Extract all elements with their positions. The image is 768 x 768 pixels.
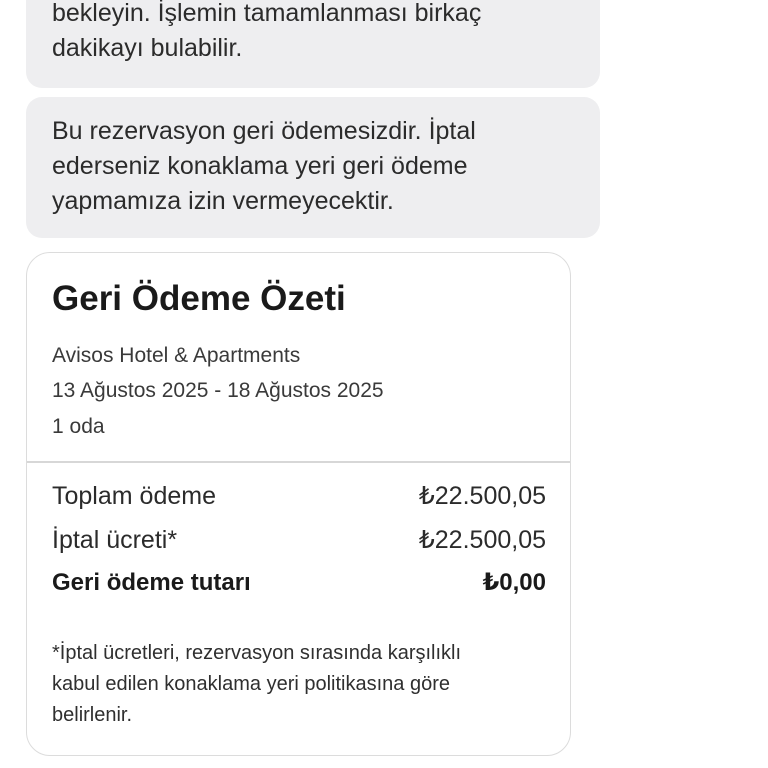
divider [27, 461, 570, 463]
notice-line: bekleyin. İşlemin tamamlanması birkaç [52, 0, 482, 27]
cancellation-footnote [52, 638, 550, 731]
footnote-line: kabul edilen konaklama yeri politikasına göre [52, 673, 451, 695]
footnote-line: belirlenir. [52, 704, 133, 726]
refund-summary-card [26, 252, 571, 756]
notice-line: ederseniz konaklama yeri geri ödeme [52, 152, 468, 180]
notice-line: Bu rezervasyon geri ödemesizdir. İptal [52, 117, 476, 145]
total-payment-row [52, 481, 546, 511]
refund-summary-title: Geri Ödeme Özeti [52, 279, 346, 318]
processing-notice [26, 0, 600, 88]
refund-amount-label: Geri ödeme tutarı [52, 569, 251, 596]
hotel-name: Avisos Hotel & Apartments [52, 344, 301, 367]
notice-line: dakikayı bulabilir. [52, 34, 243, 62]
refund-amount-value: ₺0,00 [482, 569, 546, 596]
notice-line: yapmamıza izin vermeyecektir. [52, 187, 394, 215]
cancellation-fee-row [52, 525, 546, 555]
footnote-line: *İptal ücretleri, rezervasyon sırasında karşılıklı [52, 642, 462, 664]
cancellation-fee-label: İptal ücreti* [52, 526, 178, 554]
total-payment-label: Toplam ödeme [52, 482, 216, 510]
cancellation-fee-value: ₺22.500,05 [418, 526, 546, 554]
stay-dates: 13 Ağustos 2025 - 18 Ağustos 2025 [52, 379, 384, 402]
non-refundable-notice [26, 97, 600, 238]
total-payment-value: ₺22.500,05 [418, 482, 546, 510]
refund-amount-row [52, 568, 546, 597]
room-count: 1 oda [52, 415, 105, 438]
